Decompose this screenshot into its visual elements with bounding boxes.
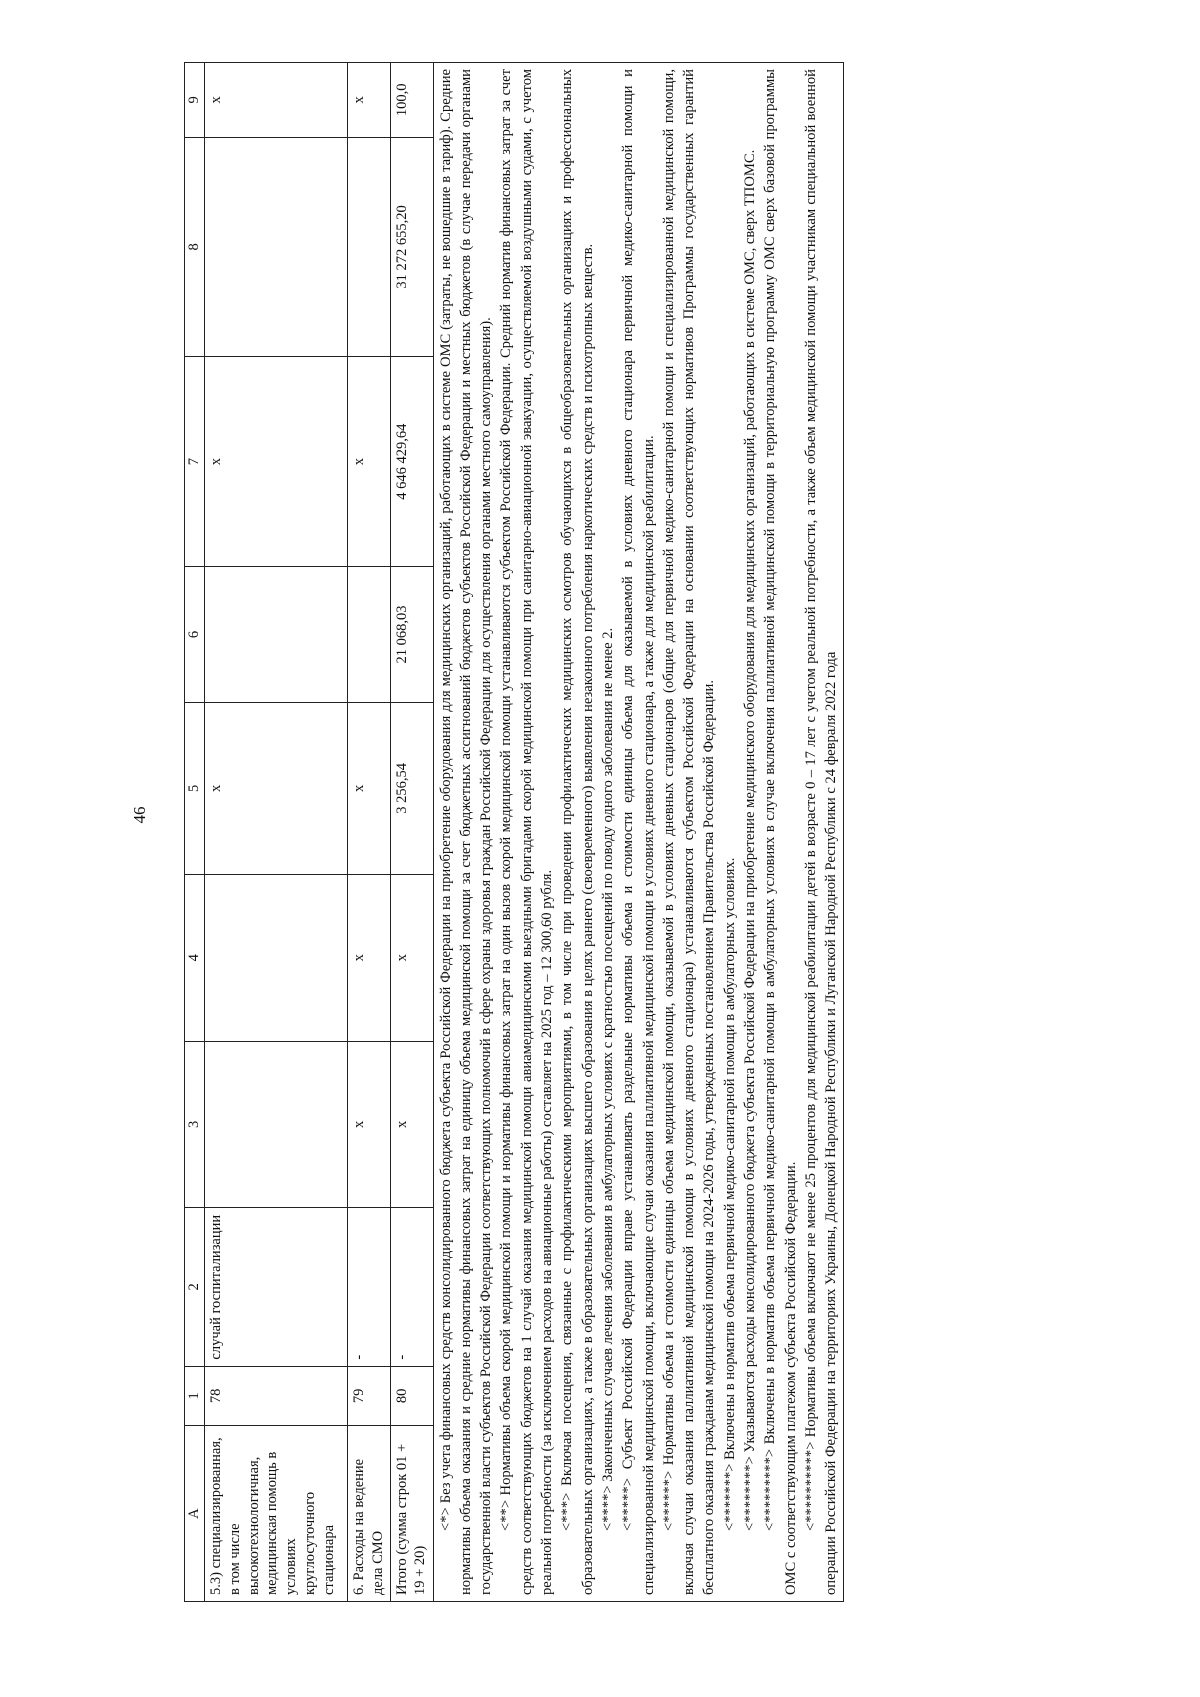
row-label: 6. Расходы на ведение дела СМО [347,1426,390,1602]
value-cell: 21 068,03 [390,567,433,703]
header-cell: 6 [185,567,205,703]
footnote: <*****> Субъект Российской Федерации вправе устанавливать раздельные нормативы объема и стоимости единицы объема для оказываемой в условиях дневного стационара первичной медико-санитарной помощи и специализированной медицинской помощи, включающие случаи оказания паллиативной медицинской помощи в условиях дневного стационара, а также для медицинской реабилитации. [620,69,657,1595]
value-cell: х [204,702,347,874]
footnote: <**> Нормативы объема скорой медицинской помощи и нормативы финансовых затрат на один вызов скорой медицинской помощи устанавливаются субъектом Российской Федерации. Средний норматив финансовых затрат за счет средств соответствующих бюджетов на 1 случай оказания медицинской помощи авиамедицинскими выездными бригадами скорой медицинской помощи при санитарно-авиационной эвакуации, осуществляемой воздушными судами, с учетом реальной потребности (за исключением расходов на авиационные работы) составляет на 2025 год – 12 300,60 рубля. [498,69,556,1595]
row-label: Итого (сумма строк 01 + 19 + 20) [390,1426,433,1602]
value-cell: 100,0 [390,63,433,138]
value-cell: х [204,357,347,567]
value-cell: х [204,63,347,138]
footnote: <***> Включая посещения, связанные с профилактическими мероприятиями, в том числе при проведении профилактических медицинских осмотров обучающихся в общеобразовательных организациях и профессиональных образовательных организациях, а также в образовательных организациях высшего образования в целях раннего (своевременного) выявления незаконного потребления наркотических средств и психотропных веществ. [559,69,596,1595]
value-cell: х [347,357,390,567]
value-cell: х [347,1041,390,1208]
value-cell: 4 646 429,64 [390,357,433,567]
value-cell [204,567,347,703]
data-table [184,62,844,1602]
table-header-row [185,63,205,1602]
header-cell: 1 [185,1366,205,1426]
header-cell: 4 [185,875,205,1042]
value-cell: х [390,875,433,1042]
header-cell: 2 [185,1208,205,1366]
rotated-content [184,62,1054,1602]
footnote: <*********> Включены в норматив объема первичной медико-санитарной помощи в амбулаторных условиях в случае включения паллиативной медицинской помощи в территориальную программу ОМС сверх базовой программы ОМС с соответствующим платежом субъекта Российской Федерации. [762,69,799,1595]
value-cell [204,875,347,1042]
value-cell: х [390,1041,433,1208]
value-cell: х [347,702,390,874]
unit-cell: случай госпитализации [204,1208,347,1366]
row-code: 78 [204,1366,347,1426]
value-cell: 3 256,54 [390,702,433,874]
header-cell: 9 [185,63,205,138]
value-cell [347,137,390,356]
footnote: <********> Указываются расходы консолидированного бюджета субъекта Российской Федерации на приобретение медицинского оборудования для медицинских организаций, работающих в системе ОМС, сверх ТПОМС. [741,149,758,1531]
value-cell: 31 272 655,20 [390,137,433,356]
value-cell [204,1041,347,1208]
row-label: 5.3) специализированная, в том числе высокотехнологичная, медицинская помощь в условиях круглосуточного стационара [204,1426,347,1602]
value-cell [204,137,347,356]
header-cell: 3 [185,1041,205,1208]
table-row [204,63,347,1602]
value-cell: х [347,875,390,1042]
value-cell: х [347,63,390,138]
footnotes-row [433,63,844,1602]
unit-cell: - [347,1208,390,1366]
header-cell: 8 [185,137,205,356]
footnote: <****> Законченных случаев лечения заболевания в амбулаторных условиях с кратностью посещений по поводу одного заболевания не менее 2. [599,627,616,1531]
footnotes-cell [433,63,844,1602]
header-cell: 7 [185,357,205,567]
footnote: <*> Без учета финансовых средств консолидированного бюджета субъекта Российской Федерации на приобретение оборудования для медицинских организаций, работающих в системе ОМС (затраты, не вошедшие в тариф). Средние нормативы объема оказания и средние нормативы финансовых затрат на единицу объема медицинской помощи за счет бюджетных ассигнований бюджетов субъектов Российской Федерации и местных бюджетов (в случае передачи органами государственной власти субъектов Российской Федерации соответствующих полномочий в сфере охраны здоровья граждан Российской Федерации для осуществления органами местного самоуправления). [437,69,495,1595]
header-cell: А [185,1426,205,1602]
footnote: <*******> Включены в норматив объема первичной медико-санитарной помощи в амбулаторных условиях. [721,857,738,1531]
table-row [347,63,390,1602]
table-row-total [390,63,433,1602]
footnote: <**********> Нормативы объема включают не менее 25 процентов для медицинской реабилитации детей в возрасте 0 – 17 лет с учетом реальной потребности, а также объем медицинской помощи участникам специальной военной операции Российской Федерации на территориях Украины, Донецкой Народной Республики и Луганской Народной Республики с 24 февраля 2022 года [802,69,840,1595]
row-code: 80 [390,1366,433,1426]
page-number: 46 [130,806,149,824]
value-cell [347,567,390,703]
footnote: <******> Нормативы объема и стоимости единицы объема медицинской помощи, оказываемой в условиях дневных стационаров (общие для первичной медико-санитарной помощи и специализированной медицинской помощи, включая случаи оказания паллиативной медицинской помощи в условиях дневного стационара) устанавливаются субъектом Российской Федерации на основании соответствующих нормативов Программы государственных гарантий бесплатного оказания гражданам медицинской помощи на 2024-2026 годы, утвержденных постановлением Правительства Российской Федерации. [660,69,718,1595]
header-cell: 5 [185,702,205,874]
row-code: 79 [347,1366,390,1426]
unit-cell: - [390,1208,433,1366]
